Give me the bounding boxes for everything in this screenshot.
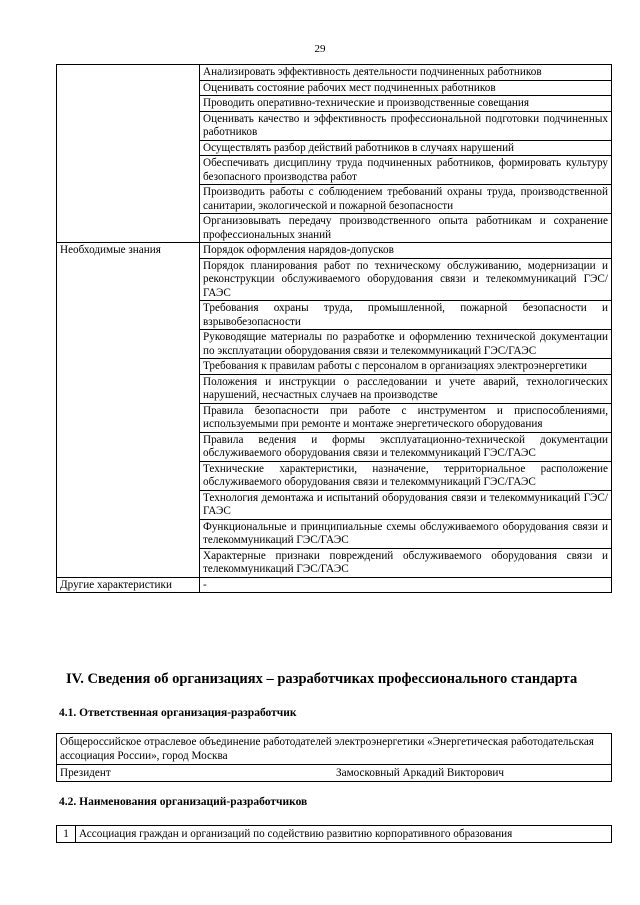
skill-item: Организовывать передачу производственного опыта работникам и сохранение профессиональных знаний bbox=[200, 214, 612, 243]
list-item bbox=[57, 826, 612, 843]
knowledge-item: Правила ведения и формы эксплуатационно-технической документации обслуживаемого оборудования связи и телекоммуникаций ГЭС/ГАЭС bbox=[200, 432, 612, 461]
empty-label-cell bbox=[57, 65, 200, 243]
knowledge-item: Порядок оформления нарядов-допусков bbox=[200, 243, 612, 259]
skill-item: Осуществлять разбор действий работников в случаях нарушений bbox=[200, 140, 612, 156]
table-row bbox=[57, 765, 612, 782]
table-row bbox=[57, 65, 612, 81]
knowledge-item: Положения и инструкции о расследовании и учете аварий, технологических нарушений, несчастных случаев на производстве bbox=[200, 374, 612, 403]
knowledge-item: Технология демонтажа и испытаний оборудования связи и телекоммуникаций ГЭС/ГАЭС bbox=[200, 490, 612, 519]
table-row bbox=[57, 243, 612, 259]
other-characteristics-value: - bbox=[200, 577, 612, 593]
orgs-list bbox=[56, 825, 612, 843]
knowledge-item: Порядок планирования работ по техническому обслуживанию, модернизации и реконструкции обслуживаемого оборудования связи и телекоммуникаций ГЭС/ГАЭС bbox=[200, 258, 612, 301]
skill-item: Анализировать эффективность деятельности подчиненных работников bbox=[200, 65, 612, 81]
knowledge-label: Необходимые знания bbox=[57, 243, 200, 578]
org-number: 1 bbox=[57, 826, 76, 843]
knowledge-item: Требования к правилам работы с персоналом в организациях электроэнергетики bbox=[200, 359, 612, 375]
table-row bbox=[57, 734, 612, 765]
requirements-table bbox=[56, 64, 612, 593]
knowledge-item: Правила безопасности при работе с инструментом и приспособлениями, используемыми при ремонте и монтаже энергетического оборудования bbox=[200, 403, 612, 432]
skill-item: Оценивать состояние рабочих мест подчиненных работников bbox=[200, 80, 612, 96]
knowledge-item: Требования охраны труда, промышленной, пожарной безопасности и взрывобезопасности bbox=[200, 301, 612, 330]
knowledge-item: Функциональные и принципиальные схемы обслуживаемого оборудования связи и телекоммуникаций ГЭС/ГАЭС bbox=[200, 519, 612, 548]
responsible-org-name: Общероссийское отраслевое объединение работодателей электроэнергетики «Энергетическая работодательская ассоциация России», город Москва bbox=[57, 734, 612, 765]
position-title: Президент bbox=[57, 765, 334, 782]
skill-item: Проводить оперативно-технические и производственные совещания bbox=[200, 96, 612, 112]
skill-item: Производить работы с соблюдением требований охраны труда, производственной санитарии, экологической и пожарной безопасности bbox=[200, 185, 612, 214]
org-name: Ассоциация граждан и организаций по содействию развитию корпоративного образования bbox=[76, 826, 612, 843]
knowledge-item: Характерные признаки повреждений обслуживаемого оборудования связи и телекоммуникаций ГЭС/ГАЭС bbox=[200, 548, 612, 577]
page-number: 29 bbox=[314, 43, 326, 55]
orgs-heading: 4.2. Наименования организаций-разработчиков bbox=[59, 796, 308, 808]
other-characteristics-label: Другие характеристики bbox=[57, 577, 200, 593]
responsible-org-box bbox=[56, 733, 612, 782]
knowledge-item: Руководящие материалы по разработке и оформлению технической документации по эксплуатации оборудования связи и телекоммуникаций ГЭС/ГАЭС bbox=[200, 330, 612, 359]
section-heading: IV. Сведения об организациях – разработчиках профессионального стандарта bbox=[66, 671, 578, 687]
person-name: Замосковный Аркадий Викторович bbox=[333, 765, 612, 782]
responsible-org-heading: 4.1. Ответственная организация-разработчик bbox=[59, 707, 297, 719]
skill-item: Оценивать качество и эффективность профессиональной подготовки подчиненных работников bbox=[200, 111, 612, 140]
skill-item: Обеспечивать дисциплину труда подчиненных работников, формировать культуру безопасного производства работ bbox=[200, 156, 612, 185]
table-row bbox=[57, 577, 612, 593]
knowledge-item: Технические характеристики, назначение, территориальное расположение обслуживаемого оборудования связи и телекоммуникаций ГЭС/ГАЭС bbox=[200, 461, 612, 490]
